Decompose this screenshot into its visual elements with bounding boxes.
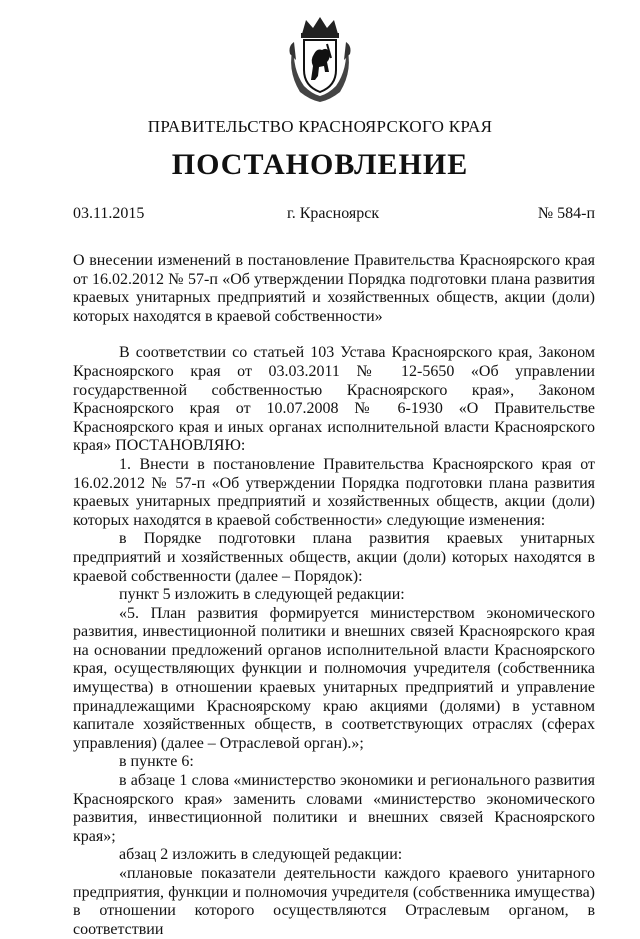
document-date: 03.11.2015	[73, 205, 145, 222]
government-name: ПРАВИТЕЛЬСТВО КРАСНОЯРСКОГО КРАЯ	[147, 117, 493, 136]
paragraph-point-5-intro: пункт 5 изложить в следующей редакции:	[119, 586, 405, 604]
coat-of-arms-icon	[284, 14, 356, 104]
paragraph-point-6-intro: в пункте 6:	[119, 753, 194, 771]
paragraph-abzac-2-text: «плановые показатели деятельности каждого краевого унитарного предприятия, функции и полномочия учредителя (собственника имущества) в отношении которого осуществляются Отраслевым органом, в соответствии	[73, 865, 595, 938]
paragraph-point-6-abzac-1: в абзаце 1 слова «министерство экономики и регионального развития Красноярского края» заменить словами «министерство экономического развития, инвестиционной политики и внешних связей Красноярского края»;	[73, 772, 595, 845]
paragraph-preamble: В соответствии со статьей 103 Устава Красноярского края, Законом Красноярского края от 03.03.2011 № 12-5650 «Об управлении государственной собственностью Красноярского края», Законом Красноярского края от 10.07.2008 № 6-1930 «О Правительстве Красноярского края и иных органах исполнительной власти Красноярского края» ПОСТАНОВЛЯЮ:	[73, 344, 595, 455]
document-subject: О внесении изменений в постановление Правительства Красноярского края от 16.02.2012 № 57-п «Об утверждении Порядка подготовки плана развития краевых унитарных предприятий и хозяйственных обществ, акции (доли) которых находятся в краевой собственности»	[73, 252, 595, 325]
paragraph-point-5-text: «5. План развития формируется министерством экономического развития, инвестиционной политики и внешних связей Красноярского края на основании предложений органов исполнительной власти Красноярского края, осуществляющих функции и полномочия учредителя (собственника имущества) в отношении краевых унитарных предприятий и управление принадлежащими Красноярскому краю акциями (долями) в уставном капитале хозяйственных обществ, в соответствующих отраслях (сферах управления) (далее – Отраслевой орган).»;	[73, 604, 595, 752]
document-body	[73, 252, 595, 939]
document-number: № 584-п	[537, 205, 595, 222]
paragraph-item-1: 1. Внести в постановление Правительства Красноярского края от 16.02.2012 № 57-п «Об утверждении Порядка подготовки плана развития краевых унитарных предприятий и хозяйственных обществ, акции (доли) которых находятся в краевой собственности» следующие изменения:	[73, 455, 595, 529]
paragraph-procedure: в Порядке подготовки плана развития краевых унитарных предприятий и хозяйственных обществ, акции (доли) которых находятся в краевой собственности (далее – Порядок):	[73, 530, 595, 585]
document-type-title: ПОСТАНОВЛЕНИЕ	[171, 148, 469, 181]
document-city: г. Красноярск	[287, 205, 380, 222]
paragraph-abzac-2-intro: абзац 2 изложить в следующей редакции:	[119, 846, 403, 864]
